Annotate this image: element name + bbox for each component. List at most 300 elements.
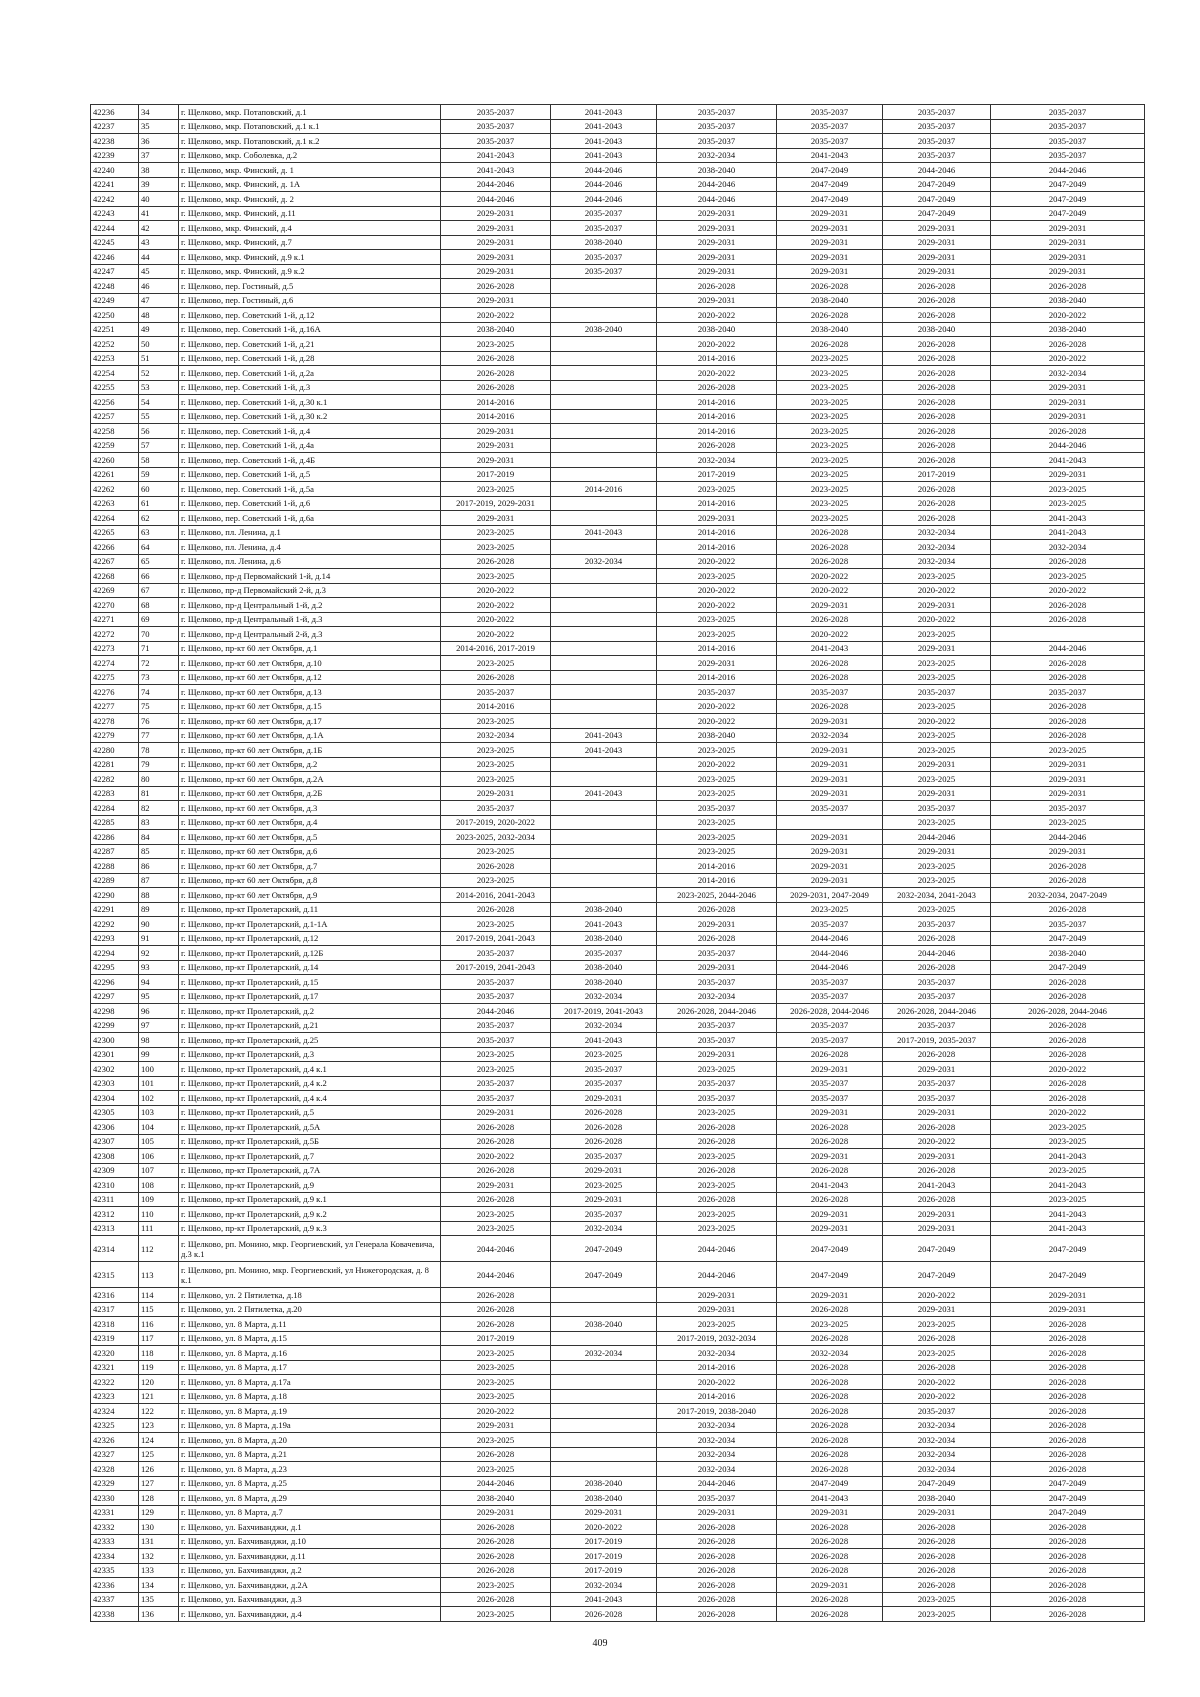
row-code: 42287: [91, 844, 139, 859]
table-row: [91, 1433, 1145, 1448]
year-col-2: 2041-2043: [551, 134, 657, 149]
address: г. Щелково, пр-кт Пролетарский, д.9: [179, 1178, 441, 1193]
row-code: 42318: [91, 1317, 139, 1332]
row-code: 42299: [91, 1018, 139, 1033]
row-number: 55: [139, 409, 179, 424]
year-col-3: 2038-2040: [657, 322, 777, 337]
year-col-4: 2029-2031: [777, 206, 883, 221]
table-row: [91, 134, 1145, 149]
year-col-5: 2026-2028: [883, 1549, 991, 1564]
year-col-4: 2035-2037: [777, 989, 883, 1004]
year-col-2: [551, 308, 657, 323]
year-col-4: 2026-2028: [777, 1534, 883, 1549]
year-col-5: 2047-2049: [883, 1236, 991, 1262]
row-code: 42277: [91, 699, 139, 714]
table-row: [91, 1033, 1145, 1048]
year-col-1: 2026-2028: [441, 1288, 551, 1303]
row-number: 77: [139, 728, 179, 743]
year-col-5: 2023-2025: [883, 873, 991, 888]
row-code: 42269: [91, 583, 139, 598]
address: г. Щелково, пер. Советский 1-й, д.5: [179, 467, 441, 482]
row-code: 42314: [91, 1236, 139, 1262]
row-number: 136: [139, 1607, 179, 1622]
year-col-4: 2023-2025: [777, 424, 883, 439]
address: г. Щелково, пр-кт 60 лет Октября, д.2А: [179, 772, 441, 787]
year-col-6: 2035-2037: [991, 134, 1145, 149]
row-code: 42338: [91, 1607, 139, 1622]
row-code: 42297: [91, 989, 139, 1004]
address: г. Щелково, ул. 8 Марта, д.29: [179, 1491, 441, 1506]
year-col-4: 2029-2031: [777, 598, 883, 613]
table-row: [91, 1563, 1145, 1578]
year-col-4: 2035-2037: [777, 105, 883, 120]
year-col-2: 2026-2028: [551, 1607, 657, 1622]
row-number: 65: [139, 554, 179, 569]
year-col-6: 2026-2028: [991, 1607, 1145, 1622]
year-col-6: 2026-2028: [991, 1549, 1145, 1564]
address: г. Щелково, мкр. Финский, д.9 к.1: [179, 250, 441, 265]
year-col-3: 2023-2025: [657, 1317, 777, 1332]
year-col-2: [551, 598, 657, 613]
year-col-5: 2029-2031: [883, 1149, 991, 1164]
year-col-2: [551, 293, 657, 308]
table-row: [91, 1288, 1145, 1303]
year-col-6: 2029-2031: [991, 1302, 1145, 1317]
year-col-2: 2032-2034: [551, 989, 657, 1004]
year-col-6: 2035-2037: [991, 801, 1145, 816]
year-col-3: 2035-2037: [657, 119, 777, 134]
year-col-3: 2023-2025: [657, 743, 777, 758]
table-row: [91, 989, 1145, 1004]
year-col-3: 2029-2031: [657, 1047, 777, 1062]
row-number: 127: [139, 1476, 179, 1491]
year-col-1: 2023-2025: [441, 1375, 551, 1390]
year-col-5: 2029-2031: [883, 264, 991, 279]
row-number: 49: [139, 322, 179, 337]
year-col-1: 2044-2046: [441, 1476, 551, 1491]
year-col-6: 2026-2028: [991, 989, 1145, 1004]
year-col-2: [551, 873, 657, 888]
year-col-3: 2035-2037: [657, 1076, 777, 1091]
year-col-4: 2029-2031: [777, 1505, 883, 1520]
year-col-6: 2026-2028: [991, 1462, 1145, 1477]
row-number: 116: [139, 1317, 179, 1332]
year-col-4: 2026-2028: [777, 1163, 883, 1178]
year-col-6: 2026-2028: [991, 873, 1145, 888]
schedule-table: [90, 104, 1145, 1622]
year-col-3: 2026-2028: [657, 1520, 777, 1535]
year-col-5: 2020-2022: [883, 1288, 991, 1303]
year-col-2: 2035-2037: [551, 1062, 657, 1077]
table-row: [91, 1389, 1145, 1404]
year-col-4: 2029-2031: [777, 844, 883, 859]
row-number: 82: [139, 801, 179, 816]
address: г. Щелково, мкр. Финский, д.4: [179, 221, 441, 236]
year-col-5: 2020-2022: [883, 612, 991, 627]
year-col-2: 2038-2040: [551, 960, 657, 975]
address: г. Щелково, пер. Советский 1-й, д.2а: [179, 366, 441, 381]
year-col-3: 2026-2028: [657, 1120, 777, 1135]
year-col-6: 2041-2043: [991, 453, 1145, 468]
table-row: [91, 931, 1145, 946]
row-number: 71: [139, 641, 179, 656]
table-row: [91, 206, 1145, 221]
table-row: [91, 250, 1145, 265]
row-number: 52: [139, 366, 179, 381]
year-col-4: 2029-2031: [777, 830, 883, 845]
row-code: 42273: [91, 641, 139, 656]
year-col-4: 2035-2037: [777, 134, 883, 149]
year-col-4: 2026-2028: [777, 1520, 883, 1535]
year-col-2: [551, 1375, 657, 1390]
year-col-3: 2020-2022: [657, 598, 777, 613]
year-col-4: 2032-2034: [777, 728, 883, 743]
row-code: 42239: [91, 148, 139, 163]
year-col-6: 2026-2028: [991, 279, 1145, 294]
year-col-6: 2026-2028: [991, 554, 1145, 569]
year-col-6: 2023-2025: [991, 815, 1145, 830]
year-col-2: 2029-2031: [551, 1505, 657, 1520]
year-col-4: 2026-2028: [777, 1404, 883, 1419]
table-row: [91, 975, 1145, 990]
year-col-5: 2023-2025: [883, 699, 991, 714]
year-col-1: 2017-2019, 2041-2043: [441, 960, 551, 975]
year-col-5: 2029-2031: [883, 235, 991, 250]
year-col-4: 2026-2028: [777, 612, 883, 627]
year-col-4: 2047-2049: [777, 163, 883, 178]
row-number: 120: [139, 1375, 179, 1390]
year-col-5: 2029-2031: [883, 757, 991, 772]
row-code: 42306: [91, 1120, 139, 1135]
year-col-1: 2023-2025: [441, 1346, 551, 1361]
year-col-1: 2041-2043: [441, 148, 551, 163]
address: г. Щелково, мкр. Финский, д.9 к.2: [179, 264, 441, 279]
year-col-2: 2023-2025: [551, 1047, 657, 1062]
year-col-5: 2026-2028: [883, 279, 991, 294]
year-col-4: [777, 815, 883, 830]
year-col-5: 2026-2028: [883, 395, 991, 410]
address: г. Щелково, пер. Советский 1-й, д.21: [179, 337, 441, 352]
year-col-5: 2035-2037: [883, 989, 991, 1004]
year-col-1: 2035-2037: [441, 946, 551, 961]
year-col-1: 2029-2031: [441, 264, 551, 279]
year-col-4: 2035-2037: [777, 685, 883, 700]
row-code: 42260: [91, 453, 139, 468]
address: г. Щелково, пр-кт Пролетарский, д.2: [179, 1004, 441, 1019]
year-col-1: 2029-2031: [441, 511, 551, 526]
year-col-2: [551, 641, 657, 656]
address: г. Щелково, пр-кт 60 лет Октября, д.10: [179, 656, 441, 671]
address: г. Щелково, ул. Бахчиванджи, д.1: [179, 1520, 441, 1535]
year-col-4: 2026-2028: [777, 1331, 883, 1346]
row-code: 42281: [91, 757, 139, 772]
row-code: 42308: [91, 1149, 139, 1164]
year-col-2: 2035-2037: [551, 1207, 657, 1222]
year-col-3: 2032-2034: [657, 1447, 777, 1462]
year-col-1: 2020-2022: [441, 598, 551, 613]
year-col-4: 2026-2028: [777, 1549, 883, 1564]
year-col-1: 2035-2037: [441, 119, 551, 134]
year-col-6: 2020-2022: [991, 1105, 1145, 1120]
table-row: [91, 366, 1145, 381]
year-col-5: 2020-2022: [883, 714, 991, 729]
year-col-6: 2026-2028: [991, 902, 1145, 917]
year-col-3: 2044-2046: [657, 1476, 777, 1491]
table-row: [91, 844, 1145, 859]
year-col-4: 2029-2031: [777, 786, 883, 801]
year-col-5: 2029-2031: [883, 1105, 991, 1120]
row-number: 108: [139, 1178, 179, 1193]
year-col-6: 2032-2034: [991, 540, 1145, 555]
table-row: [91, 1004, 1145, 1019]
address: г. Щелково, мкр. Финский, д. 1А: [179, 177, 441, 192]
year-col-2: 2044-2046: [551, 192, 657, 207]
table-row: [91, 859, 1145, 874]
year-col-2: 2041-2043: [551, 525, 657, 540]
table-row: [91, 583, 1145, 598]
year-col-2: 2047-2049: [551, 1236, 657, 1262]
year-col-4: 2023-2025: [777, 511, 883, 526]
year-col-4: 2026-2028: [777, 1120, 883, 1135]
row-code: 42334: [91, 1549, 139, 1564]
table-row: [91, 322, 1145, 337]
year-col-4: 2026-2028: [777, 540, 883, 555]
address: г. Щелково, пр-кт Пролетарский, д.12Б: [179, 946, 441, 961]
year-col-2: 2038-2040: [551, 975, 657, 990]
year-col-1: 2026-2028: [441, 1120, 551, 1135]
address: г. Щелково, мкр. Потаповский, д.1: [179, 105, 441, 120]
row-code: 42290: [91, 888, 139, 903]
address: г. Щелково, мкр. Финский, д.7: [179, 235, 441, 250]
year-col-3: 2023-2025: [657, 772, 777, 787]
year-col-2: 2020-2022: [551, 1520, 657, 1535]
row-number: 41: [139, 206, 179, 221]
table-row: [91, 496, 1145, 511]
year-col-5: 2032-2034: [883, 554, 991, 569]
row-number: 110: [139, 1207, 179, 1222]
address: г. Щелково, ул. Бахчиванджи, д.2А: [179, 1578, 441, 1593]
row-number: 98: [139, 1033, 179, 1048]
year-col-5: 2020-2022: [883, 1389, 991, 1404]
year-col-4: 2038-2040: [777, 322, 883, 337]
table-row: [91, 1317, 1145, 1332]
row-number: 96: [139, 1004, 179, 1019]
year-col-6: 2026-2028: [991, 728, 1145, 743]
year-col-1: 2023-2025: [441, 569, 551, 584]
year-col-4: 2044-2046: [777, 946, 883, 961]
address: г. Щелково, ул. 2 Пятилетка, д.18: [179, 1288, 441, 1303]
year-col-1: 2026-2028: [441, 902, 551, 917]
address: г. Щелково, ул. Бахчиванджи, д.11: [179, 1549, 441, 1564]
table-row: [91, 1491, 1145, 1506]
address: г. Щелково, пр-кт 60 лет Октября, д.4: [179, 815, 441, 830]
year-col-6: 2023-2025: [991, 1163, 1145, 1178]
row-number: 97: [139, 1018, 179, 1033]
year-col-4: 2035-2037: [777, 975, 883, 990]
year-col-3: 2026-2028: [657, 1578, 777, 1593]
year-col-5: 2026-2028: [883, 1192, 991, 1207]
year-col-6: 2041-2043: [991, 1149, 1145, 1164]
row-code: 42264: [91, 511, 139, 526]
address: г. Щелково, пр-кт 60 лет Октября, д.2: [179, 757, 441, 772]
year-col-5: 2020-2022: [883, 583, 991, 598]
year-col-5: 2029-2031: [883, 1221, 991, 1236]
year-col-2: 2026-2028: [551, 1134, 657, 1149]
table-row: [91, 177, 1145, 192]
address: г. Щелково, рп. Монино, мкр. Георгиевский, ул Генерала Ковачевича, д.3 к.1: [179, 1236, 441, 1262]
table-row: [91, 1592, 1145, 1607]
row-code: 42316: [91, 1288, 139, 1303]
year-col-1: 2023-2025: [441, 743, 551, 758]
year-col-3: 2029-2031: [657, 206, 777, 221]
year-col-3: 2044-2046: [657, 177, 777, 192]
year-col-5: 2026-2028: [883, 1120, 991, 1135]
year-col-2: [551, 1447, 657, 1462]
row-code: 42291: [91, 902, 139, 917]
row-code: 42292: [91, 917, 139, 932]
row-code: 42288: [91, 859, 139, 874]
year-col-3: 2044-2046: [657, 1236, 777, 1262]
year-col-1: 2026-2028: [441, 1317, 551, 1332]
year-col-5: 2032-2034: [883, 540, 991, 555]
year-col-3: 2026-2028: [657, 1549, 777, 1564]
row-number: 46: [139, 279, 179, 294]
year-col-1: 2029-2031: [441, 221, 551, 236]
address: г. Щелково, пер. Гостиный, д.6: [179, 293, 441, 308]
year-col-6: 2029-2031: [991, 409, 1145, 424]
year-col-1: 2035-2037: [441, 989, 551, 1004]
row-number: 106: [139, 1149, 179, 1164]
year-col-6: 2041-2043: [991, 1178, 1145, 1193]
year-col-1: 2023-2025: [441, 1607, 551, 1622]
row-number: 128: [139, 1491, 179, 1506]
year-col-6: 2041-2043: [991, 1221, 1145, 1236]
year-col-5: 2026-2028: [883, 409, 991, 424]
year-col-6: 2029-2031: [991, 235, 1145, 250]
year-col-3: 2032-2034: [657, 1346, 777, 1361]
year-col-1: 2026-2028: [441, 380, 551, 395]
row-number: 40: [139, 192, 179, 207]
year-col-2: 2032-2034: [551, 1578, 657, 1593]
year-col-5: 2026-2028: [883, 438, 991, 453]
year-col-5: 2023-2025: [883, 743, 991, 758]
year-col-6: 2026-2028: [991, 1346, 1145, 1361]
year-col-2: [551, 1389, 657, 1404]
year-col-4: 2026-2028: [777, 554, 883, 569]
year-col-2: [551, 467, 657, 482]
year-col-4: 2026-2028: [777, 279, 883, 294]
year-col-5: 2035-2037: [883, 1018, 991, 1033]
year-col-6: 2026-2028: [991, 1578, 1145, 1593]
year-col-1: 2026-2028: [441, 1192, 551, 1207]
year-col-2: [551, 1360, 657, 1375]
year-col-2: 2041-2043: [551, 786, 657, 801]
address: г. Щелково, пр-кт 60 лет Октября, д.1: [179, 641, 441, 656]
row-number: 70: [139, 627, 179, 642]
table-row: [91, 714, 1145, 729]
row-code: 42294: [91, 946, 139, 961]
year-col-2: 2023-2025: [551, 1178, 657, 1193]
year-col-1: 2023-2025: [441, 1062, 551, 1077]
year-col-3: 2026-2028: [657, 1134, 777, 1149]
address: г. Щелково, пр-кт Пролетарский, д.15: [179, 975, 441, 990]
year-col-5: 2026-2028: [883, 1520, 991, 1535]
year-col-3: 2032-2034: [657, 1418, 777, 1433]
address: г. Щелково, пер. Советский 1-й, д.30 к.2: [179, 409, 441, 424]
year-col-3: 2035-2037: [657, 1091, 777, 1106]
year-col-2: [551, 801, 657, 816]
row-code: 42312: [91, 1207, 139, 1222]
address: г. Щелково, пр-д Центральный 1-й, д.3: [179, 612, 441, 627]
year-col-2: [551, 409, 657, 424]
year-col-5: 2026-2028: [883, 1047, 991, 1062]
year-col-1: 2023-2025: [441, 1433, 551, 1448]
year-col-6: 2035-2037: [991, 917, 1145, 932]
year-col-2: 2035-2037: [551, 1076, 657, 1091]
year-col-3: 2029-2031: [657, 293, 777, 308]
year-col-3: 2026-2028: [657, 1192, 777, 1207]
table-row: [91, 409, 1145, 424]
year-col-3: 2017-2019, 2038-2040: [657, 1404, 777, 1419]
year-col-6: 2038-2040: [991, 293, 1145, 308]
year-col-3: 2038-2040: [657, 163, 777, 178]
year-col-3: 2023-2025: [657, 830, 777, 845]
address: г. Щелково, пр-кт Пролетарский, д.5: [179, 1105, 441, 1120]
row-number: 59: [139, 467, 179, 482]
year-col-4: 2047-2049: [777, 1262, 883, 1288]
year-col-6: 2035-2037: [991, 685, 1145, 700]
year-col-3: 2026-2028: [657, 1163, 777, 1178]
address: г. Щелково, ул. 8 Марта, д.23: [179, 1462, 441, 1477]
year-col-6: 2026-2028: [991, 714, 1145, 729]
row-number: 78: [139, 743, 179, 758]
table-row: [91, 1520, 1145, 1535]
year-col-4: 2035-2037: [777, 1033, 883, 1048]
row-code: 42302: [91, 1062, 139, 1077]
year-col-2: 2032-2034: [551, 1346, 657, 1361]
table-row: [91, 699, 1145, 714]
row-code: 42296: [91, 975, 139, 990]
address: г. Щелково, пер. Советский 1-й, д.3: [179, 380, 441, 395]
year-col-3: 2023-2025: [657, 1062, 777, 1077]
address: г. Щелково, пр-кт 60 лет Октября, д.15: [179, 699, 441, 714]
table-row: [91, 946, 1145, 961]
year-col-3: 2023-2025: [657, 627, 777, 642]
row-code: 42313: [91, 1221, 139, 1236]
year-col-5: 2023-2025: [883, 728, 991, 743]
address: г. Щелково, ул. 8 Марта, д.19: [179, 1404, 441, 1419]
address: г. Щелково, пер. Советский 1-й, д.28: [179, 351, 441, 366]
year-col-2: 2026-2028: [551, 1105, 657, 1120]
address: г. Щелково, пр-кт Пролетарский, д.7А: [179, 1163, 441, 1178]
year-col-6: 2041-2043: [991, 1207, 1145, 1222]
year-col-5: 2023-2025: [883, 772, 991, 787]
address: г. Щелково, пер. Советский 1-й, д.4а: [179, 438, 441, 453]
row-code: 42251: [91, 322, 139, 337]
row-number: 88: [139, 888, 179, 903]
address: г. Щелково, ул. 8 Марта, д.16: [179, 1346, 441, 1361]
row-code: 42317: [91, 1302, 139, 1317]
year-col-6: 2026-2028: [991, 1563, 1145, 1578]
row-code: 42253: [91, 351, 139, 366]
year-col-4: 2026-2028: [777, 1134, 883, 1149]
row-code: 42278: [91, 714, 139, 729]
year-col-5: 2023-2025: [883, 902, 991, 917]
year-col-3: 2029-2031: [657, 235, 777, 250]
address: г. Щелково, пр-кт Пролетарский, д.5А: [179, 1120, 441, 1135]
address: г. Щелково, пр-кт Пролетарский, д.9 к.1: [179, 1192, 441, 1207]
year-col-6: [991, 627, 1145, 642]
